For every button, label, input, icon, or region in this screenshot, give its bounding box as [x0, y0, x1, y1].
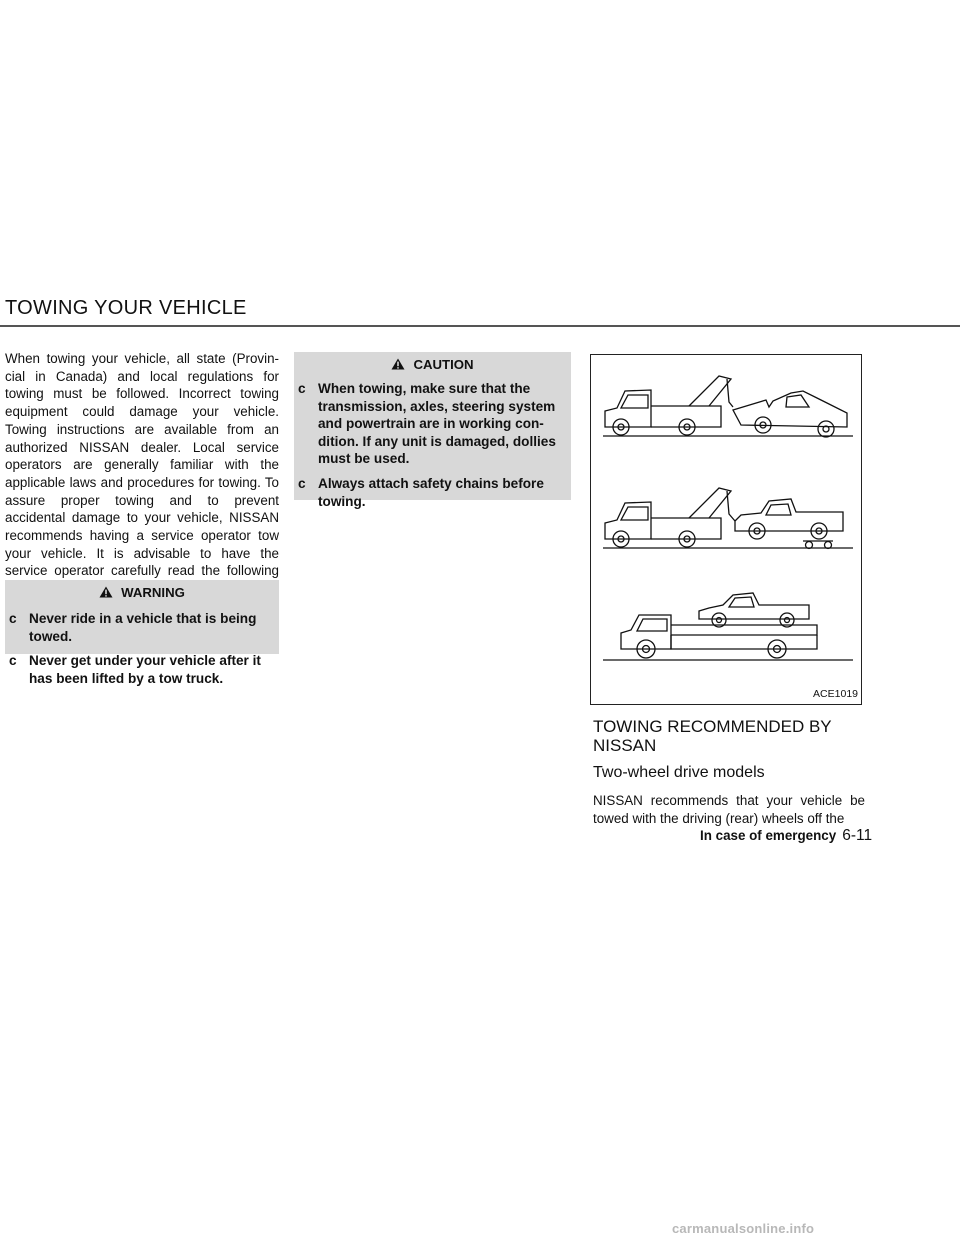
page-number: 6-11 — [842, 827, 873, 844]
bullet: c — [298, 475, 306, 491]
caution-title: CAUTION — [413, 357, 474, 372]
towing-heading: TOWING RECOMMENDED BY NISSAN — [593, 717, 832, 755]
caution-header — [294, 352, 571, 372]
section-rule — [0, 325, 960, 327]
flatbed-truck-icon — [603, 593, 853, 660]
warning-triangle-icon — [391, 358, 405, 370]
figure-code: ACE1019 — [813, 688, 858, 700]
warning-list — [5, 600, 279, 700]
warning-triangle-icon — [99, 586, 113, 598]
warning-box — [5, 580, 279, 686]
two-wheel-text: NISSAN recommends that your vehicle be towed with the driving (rear) wheels off the — [593, 793, 865, 826]
page-footer — [700, 827, 872, 845]
warning-header — [5, 580, 279, 600]
list-item: c Always attach safety chains before towing. — [298, 475, 544, 509]
list-item: c Never get under your vehicle after it has been lifted by a tow truck. — [9, 653, 261, 686]
two-wheel-heading: Two-wheel drive models — [593, 764, 765, 781]
list-item: c When towing, make sure that the transmission, axles, steering system and powertrain are in working con-dition. If any unit is damaged, dollies must be used. — [298, 381, 556, 467]
caution-list — [294, 372, 571, 523]
section-title: TOWING YOUR VEHICLE — [5, 297, 247, 319]
intro-paragraph: When towing your vehicle, all state (Provin-cial in Canada) and local regulations for towing must be followed. Incorrect towing equipment could damage your vehicle. Towing instructions are available from an authorized NISSAN dealer. Local service operators are generally familiar with the applicable laws and procedures for towing. To assure proper towing and to prevent accidental damage to your vehicle, NISSAN recommends having a service operator tow your vehicle. It is advisable to have the service operator carefully read the following — [5, 351, 279, 579]
list-item: c Never ride in a vehicle that is being towed. — [9, 611, 257, 644]
bullet: c — [9, 653, 17, 669]
caution-box — [294, 352, 571, 509]
warning-title: WARNING — [121, 585, 185, 600]
tow-truck-dolly-icon — [603, 488, 853, 549]
tow-truck-wheel-lift-icon — [603, 376, 853, 437]
towing-illustration — [591, 355, 861, 704]
chapter-label: In case of emergency — [700, 828, 837, 843]
watermark: carmanualsonline.info — [672, 1221, 815, 1236]
intro-column — [5, 350, 279, 598]
bullet: c — [298, 381, 306, 396]
towing-figure — [590, 354, 862, 705]
bullet: c — [9, 611, 17, 626]
